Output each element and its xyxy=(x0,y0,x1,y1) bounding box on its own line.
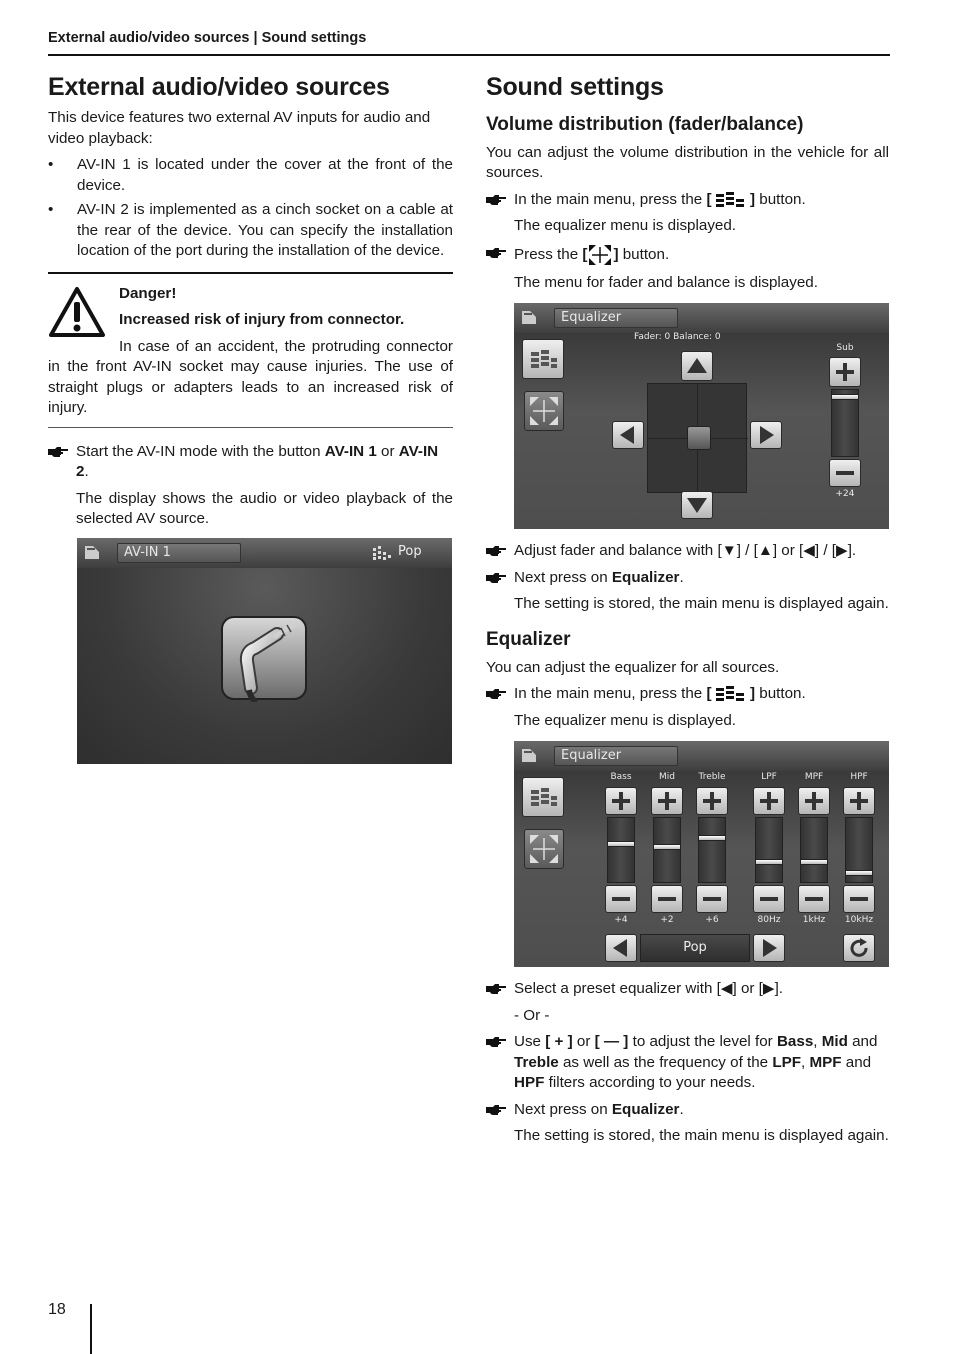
instruction-step: Press the [ ] button. xyxy=(486,243,889,267)
eq-band-label: HPF xyxy=(850,772,868,783)
av-jack-icon xyxy=(221,616,309,702)
pointing-hand-icon xyxy=(486,1037,506,1047)
instruction-step: Select a preset equalizer with [◀] or [▶]. xyxy=(486,979,889,1000)
sub-label: Sub xyxy=(836,343,854,354)
subsection-title-volume: Volume distribution (fader/balance) xyxy=(486,114,804,135)
running-header: External audio/video sources | Sound settings xyxy=(48,30,890,56)
sub-minus-button[interactable] xyxy=(829,459,861,487)
minus-icon xyxy=(799,886,829,912)
step-result: The display shows the audio or video playback of the selected AV source. xyxy=(76,489,453,527)
eq-plus-button[interactable] xyxy=(798,787,830,815)
screen-titlebar xyxy=(77,538,452,568)
list-item xyxy=(48,155,453,196)
equalizer-intro: You can adjust the equalizer for all sources. xyxy=(486,658,780,676)
bullet-mark: • xyxy=(48,156,54,173)
equalizer-icon xyxy=(523,340,563,378)
eq-plus-button[interactable] xyxy=(696,787,728,815)
or-separator: - Or - xyxy=(514,1006,550,1024)
equalizer-button-icon xyxy=(716,686,746,702)
eq-band-value: 1kHz xyxy=(802,915,826,926)
sub-track[interactable] xyxy=(831,389,859,457)
fader-balance-icon xyxy=(525,392,563,430)
preset-prev-button[interactable] xyxy=(605,934,637,962)
list-item-text: AV-IN 2 is implemented as a cinch socket on a cable at the rear of the device. You can specify the installation location of the port during the installation of the device. xyxy=(77,201,453,259)
eq-minus-button[interactable] xyxy=(843,885,875,913)
plus-icon xyxy=(754,788,784,814)
bullet-mark: • xyxy=(48,201,54,218)
screen-title: Equalizer xyxy=(554,308,678,328)
instruction-step: Adjust fader and balance with [▼] / [▲] or [◀] / [▶]. xyxy=(486,541,889,562)
equalizer-tab-button[interactable] xyxy=(522,339,564,379)
list-item-text: AV-IN 1 is located under the cover at the front of the device. xyxy=(77,156,453,194)
minus-icon xyxy=(830,460,860,486)
preset-display: Pop xyxy=(640,934,750,962)
equalizer-tab-button[interactable] xyxy=(522,777,564,817)
source-label: AV-IN 1 xyxy=(117,543,241,563)
screen-titlebar xyxy=(514,741,889,771)
minus-icon xyxy=(606,886,636,912)
plus-icon xyxy=(830,358,860,386)
equalizer-icon[interactable] xyxy=(373,546,391,560)
sub-plus-button[interactable] xyxy=(829,357,861,387)
step-result: The setting is stored, the main menu is displayed again. xyxy=(514,1127,889,1145)
pointing-hand-icon xyxy=(486,689,506,699)
fader-balance-button-icon xyxy=(587,243,613,267)
footer-rule xyxy=(90,1304,92,1354)
minus-icon xyxy=(844,886,874,912)
eq-slider-track[interactable] xyxy=(800,817,828,883)
eq-slider-knob[interactable] xyxy=(653,844,681,850)
arrow-up-icon xyxy=(682,352,712,380)
section-title-sound-settings: Sound settings xyxy=(486,73,664,101)
sub-slider-knob[interactable] xyxy=(831,394,859,400)
screen-title: Equalizer xyxy=(554,746,678,766)
equalizer-screen xyxy=(514,741,889,967)
eq-slider-track[interactable] xyxy=(845,817,873,883)
step-result: The equalizer menu is displayed. xyxy=(514,711,737,729)
arrow-left-icon xyxy=(613,422,643,448)
fader-balance-knob[interactable] xyxy=(687,426,711,450)
subsection-title-equalizer: Equalizer xyxy=(486,628,571,650)
step-result: The setting is stored, the main menu is displayed again. xyxy=(514,595,889,613)
eq-minus-button[interactable] xyxy=(753,885,785,913)
eq-slider-knob[interactable] xyxy=(698,835,726,841)
arrow-right-icon xyxy=(751,422,781,448)
fader-balance-status: Fader: 0 Balance: 0 xyxy=(634,332,721,343)
eq-band-label: LPF xyxy=(761,772,777,783)
pointing-hand-icon xyxy=(48,447,68,457)
eq-slider-track[interactable] xyxy=(698,817,726,883)
eq-slider-knob[interactable] xyxy=(755,859,783,865)
arrow-down-icon xyxy=(682,492,712,518)
eq-band-value: 80Hz xyxy=(757,915,781,926)
fader-down-button[interactable] xyxy=(681,491,713,519)
step-result: The equalizer menu is displayed. xyxy=(514,217,737,235)
fader-up-button[interactable] xyxy=(681,351,713,381)
section-title-external-av: External audio/video sources xyxy=(48,73,390,101)
pointing-hand-icon xyxy=(486,573,506,583)
arrow-left-icon xyxy=(606,935,636,961)
balance-right-button[interactable] xyxy=(750,421,782,449)
eq-minus-button[interactable] xyxy=(605,885,637,913)
pointing-hand-icon xyxy=(486,248,506,258)
arrow-right-icon xyxy=(754,935,784,961)
pointing-hand-icon xyxy=(486,1105,506,1115)
minus-icon xyxy=(697,886,727,912)
eq-plus-button[interactable] xyxy=(843,787,875,815)
eq-band-label: Treble xyxy=(698,772,726,783)
screen-titlebar xyxy=(514,303,889,333)
eq-band-label: MPF xyxy=(804,772,824,783)
warning-triangle-icon xyxy=(48,286,106,338)
plus-icon xyxy=(697,788,727,814)
eq-slider-track[interactable] xyxy=(607,817,635,883)
eq-slider-knob[interactable] xyxy=(607,841,635,847)
danger-notice xyxy=(48,272,453,428)
eq-plus-button[interactable] xyxy=(753,787,785,815)
preset-label[interactable]: Pop xyxy=(398,543,422,559)
eq-band-value: +4 xyxy=(614,915,628,926)
right-column xyxy=(486,70,889,1153)
fader-balance-tab-button[interactable] xyxy=(524,829,564,869)
back-icon[interactable] xyxy=(520,746,538,764)
plus-icon xyxy=(799,788,829,814)
back-icon[interactable] xyxy=(520,308,538,326)
instruction-step: Use [ + ] or [ — ] to adjust the level for Bass, Mid and Treble as well as the frequency of the LPF, MPF and HPF filters according to your needs. xyxy=(486,1032,889,1094)
fader-balance-tab-button[interactable] xyxy=(524,391,564,431)
reset-button[interactable] xyxy=(843,934,875,962)
eq-band-value: +6 xyxy=(705,915,719,926)
eq-band-label: Mid xyxy=(659,772,675,783)
minus-icon xyxy=(652,886,682,912)
preset-next-button[interactable] xyxy=(753,934,785,962)
avin-screen xyxy=(77,538,452,764)
danger-body: In case of an accident, the protruding connector in the front AV-IN socket may cause injuries. The use of straight plugs or adapters leads to an increased risk of injury. xyxy=(48,337,453,416)
volume-intro: You can adjust the volume distribution in the vehicle for all sources. xyxy=(486,143,889,182)
left-column xyxy=(48,70,453,764)
minus-icon xyxy=(754,886,784,912)
refresh-icon xyxy=(844,935,874,961)
fader-balance-icon xyxy=(525,830,563,868)
step-result: The menu for fader and balance is displayed. xyxy=(514,273,818,291)
pointing-hand-icon xyxy=(486,984,506,994)
instruction-step: In the main menu, press the [ ] button. xyxy=(486,684,889,705)
instruction-step: Next press on Equalizer. xyxy=(486,568,889,589)
eq-slider-track[interactable] xyxy=(653,817,681,883)
balance-left-button[interactable] xyxy=(612,421,644,449)
equalizer-icon xyxy=(523,778,563,816)
back-icon[interactable] xyxy=(83,543,101,561)
eq-minus-button[interactable] xyxy=(696,885,728,913)
plus-icon xyxy=(844,788,874,814)
instruction-step: In the main menu, press the [ ] button. xyxy=(486,190,889,211)
danger-headline: Increased risk of injury from connector. xyxy=(119,311,405,328)
eq-plus-button[interactable] xyxy=(651,787,683,815)
fader-balance-grid[interactable] xyxy=(647,383,747,493)
list-item xyxy=(48,200,453,262)
eq-minus-button[interactable] xyxy=(651,885,683,913)
eq-band-label: Bass xyxy=(610,772,632,783)
eq-slider-knob[interactable] xyxy=(800,859,828,865)
plus-icon xyxy=(652,788,682,814)
eq-band-value: +2 xyxy=(660,915,674,926)
fader-balance-screen xyxy=(514,303,889,529)
equalizer-button-icon xyxy=(716,192,746,208)
eq-minus-button[interactable] xyxy=(798,885,830,913)
danger-label: Danger! xyxy=(119,284,177,302)
intro-text: This device features two external AV inputs for audio and video playback: xyxy=(48,109,431,147)
eq-slider-track[interactable] xyxy=(755,817,783,883)
pointing-hand-icon xyxy=(486,195,506,205)
eq-slider-knob[interactable] xyxy=(845,870,873,876)
instruction-step: Start the AV-IN mode with the button AV-IN 1 or AV-IN 2. xyxy=(48,442,453,483)
plus-icon xyxy=(606,788,636,814)
page-number: 18 xyxy=(48,1301,66,1318)
pointing-hand-icon xyxy=(486,546,506,556)
eq-plus-button[interactable] xyxy=(605,787,637,815)
sub-value: +24 xyxy=(835,489,855,500)
instruction-step: Next press on Equalizer. xyxy=(486,1100,889,1121)
eq-band-value: 10kHz xyxy=(844,915,874,926)
